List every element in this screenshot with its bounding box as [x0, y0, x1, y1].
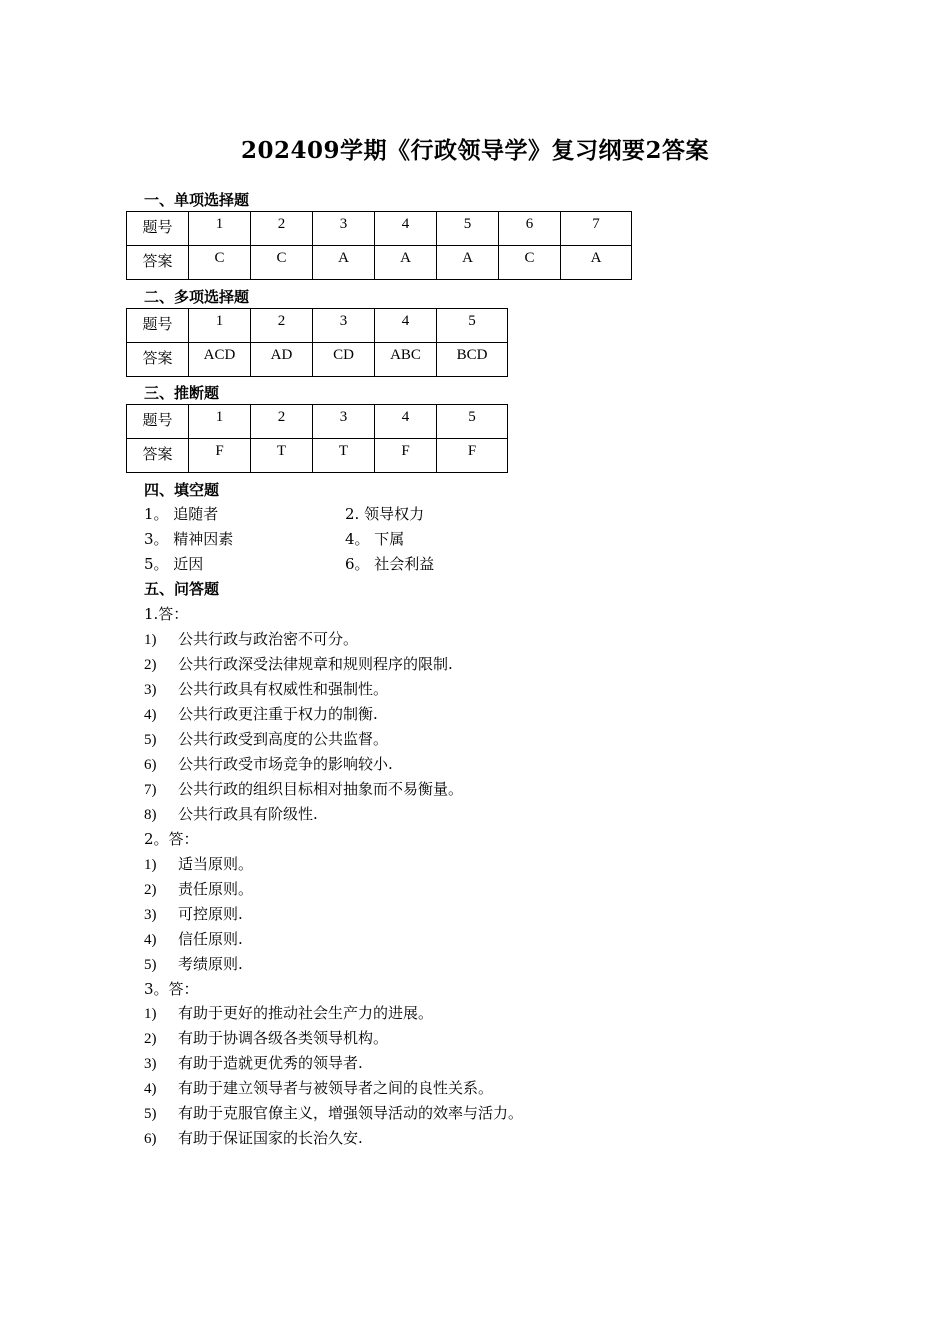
section-heading-short-answer: 五、问答题 [144, 580, 220, 598]
list-item-number: 6) [144, 757, 157, 773]
list-item-number: 2) [144, 882, 157, 898]
answer-cell: T [251, 439, 313, 473]
fill-blank-answer-5: 5。 近因 [144, 555, 204, 573]
question-number-cell: 4 [375, 405, 437, 439]
question-number-cell: 3 [313, 309, 375, 343]
list-item-number: 4) [144, 932, 157, 948]
list-item-text: 公共行政的组织目标相对抽象而不易衡量。 [178, 780, 464, 798]
question-number-cell: 1 [189, 212, 251, 246]
list-item-text: 公共行政具有权威性和强制性。 [178, 680, 389, 698]
answer-cell: C [251, 246, 313, 280]
list-item-number: 5) [144, 957, 157, 973]
row-label-question-number: 题号 [127, 405, 189, 439]
list-item [144, 778, 463, 799]
list-item-text: 有助于建立领导者与被领导者之间的良性关系。 [178, 1079, 494, 1097]
question-number-cell: 2 [251, 212, 313, 246]
true-false-answer-table [126, 404, 508, 473]
list-item-text: 有助于克服官僚主义，增强领导活动的效率与活力。 [178, 1104, 524, 1122]
multiple-choice-answer-table [126, 308, 508, 377]
question-number-cell: 4 [375, 309, 437, 343]
list-item-number: 6) [144, 1131, 157, 1147]
fill-blank-answer-6: 6。 社会利益 [345, 555, 435, 573]
question-number-cell: 7 [561, 212, 632, 246]
table-row-answers [127, 343, 508, 377]
list-item [144, 703, 378, 724]
row-label-question-number: 题号 [127, 212, 189, 246]
row-label-answer: 答案 [127, 439, 189, 473]
single-choice-answer-table [126, 211, 632, 280]
list-item-number: 3) [144, 682, 157, 698]
answer-label-q3: 3。答： [144, 980, 199, 998]
list-item [144, 878, 253, 899]
list-item-number: 4) [144, 1081, 157, 1097]
list-item-number: 4) [144, 707, 157, 723]
list-item [144, 853, 253, 874]
question-number-cell: 6 [499, 212, 561, 246]
answer-cell: F [437, 439, 508, 473]
document-title: 202409学期《行政领导学》复习纲要2答案 [240, 137, 710, 164]
list-item-number: 3) [144, 907, 157, 923]
question-number-cell: 1 [189, 405, 251, 439]
list-item [144, 1052, 363, 1073]
list-item-text: 有助于协调各级各类领导机构。 [178, 1029, 389, 1047]
list-item-text: 适当原则。 [178, 855, 254, 873]
list-item [144, 1002, 433, 1023]
answer-cell: CD [313, 343, 375, 377]
list-item-number: 5) [144, 732, 157, 748]
question-number-cell: 4 [375, 212, 437, 246]
list-item-number: 2) [144, 657, 157, 673]
list-item [144, 653, 453, 674]
list-item [144, 1102, 523, 1123]
list-item [144, 928, 243, 949]
answer-cell: F [189, 439, 251, 473]
list-item-text: 公共行政受市场竞争的影响较小. [178, 755, 393, 773]
table-row-questions [127, 212, 632, 246]
list-item [144, 953, 243, 974]
row-label-question-number: 题号 [127, 309, 189, 343]
fill-blank-answer-2: 2. 领导权力 [345, 505, 425, 523]
answer-cell: C [189, 246, 251, 280]
table-row-answers [127, 439, 508, 473]
section-heading-true-false: 三、推断题 [144, 384, 220, 402]
list-item-text: 有助于更好的推动社会生产力的进展。 [178, 1004, 434, 1022]
list-item-number: 7) [144, 782, 157, 798]
section-heading-single-choice: 一、单项选择题 [144, 191, 250, 209]
question-number-cell: 3 [313, 405, 375, 439]
question-number-cell: 1 [189, 309, 251, 343]
row-label-answer: 答案 [127, 343, 189, 377]
list-item-text: 有助于造就更优秀的领导者. [178, 1054, 363, 1072]
question-number-cell: 5 [437, 405, 508, 439]
list-item-number: 1) [144, 1006, 157, 1022]
list-item-text: 公共行政深受法律规章和规则程序的限制. [178, 655, 453, 673]
answer-cell: C [499, 246, 561, 280]
answer-cell: A [313, 246, 375, 280]
answer-cell: A [561, 246, 632, 280]
answer-label-q2: 2。答： [144, 830, 199, 848]
list-item-number: 5) [144, 1106, 157, 1122]
list-item-number: 3) [144, 1056, 157, 1072]
list-item-text: 有助于保证国家的长治久安. [178, 1129, 363, 1147]
answer-cell: AD [251, 343, 313, 377]
list-item [144, 728, 388, 749]
list-item-text: 公共行政受到高度的公共监督。 [178, 730, 389, 748]
list-item-text: 信任原则. [178, 930, 243, 948]
answer-cell: T [313, 439, 375, 473]
list-item-text: 可控原则. [178, 905, 243, 923]
table-row-answers [127, 246, 632, 280]
answer-cell: A [375, 246, 437, 280]
list-item [144, 678, 388, 699]
list-item-text: 考绩原则. [178, 955, 243, 973]
list-item [144, 1077, 493, 1098]
row-label-answer: 答案 [127, 246, 189, 280]
section-heading-fill-in-blank: 四、填空题 [144, 481, 220, 499]
list-item-text: 责任原则。 [178, 880, 254, 898]
answer-cell: F [375, 439, 437, 473]
fill-blank-answer-1: 1。 追随者 [144, 505, 219, 523]
list-item [144, 803, 318, 824]
list-item [144, 1127, 363, 1148]
table-row-questions [127, 405, 508, 439]
list-item-text: 公共行政更注重于权力的制衡. [178, 705, 378, 723]
answer-label-q1: 1.答： [144, 605, 189, 623]
fill-blank-answer-3: 3。 精神因素 [144, 530, 234, 548]
list-item-text: 公共行政具有阶级性. [178, 805, 318, 823]
list-item [144, 628, 358, 649]
list-item-number: 1) [144, 857, 157, 873]
question-number-cell: 2 [251, 309, 313, 343]
fill-blank-answer-4: 4。 下属 [345, 530, 405, 548]
list-item [144, 903, 243, 924]
list-item-number: 1) [144, 632, 157, 648]
list-item [144, 1027, 388, 1048]
question-number-cell: 2 [251, 405, 313, 439]
question-number-cell: 3 [313, 212, 375, 246]
list-item-number: 2) [144, 1031, 157, 1047]
list-item-number: 8) [144, 807, 157, 823]
answer-cell: ACD [189, 343, 251, 377]
question-number-cell: 5 [437, 212, 499, 246]
answer-cell: A [437, 246, 499, 280]
answer-cell: ABC [375, 343, 437, 377]
list-item-text: 公共行政与政治密不可分。 [178, 630, 359, 648]
answer-cell: BCD [437, 343, 508, 377]
section-heading-multiple-choice: 二、多项选择题 [144, 288, 250, 306]
list-item [144, 753, 393, 774]
table-row-questions [127, 309, 508, 343]
question-number-cell: 5 [437, 309, 508, 343]
